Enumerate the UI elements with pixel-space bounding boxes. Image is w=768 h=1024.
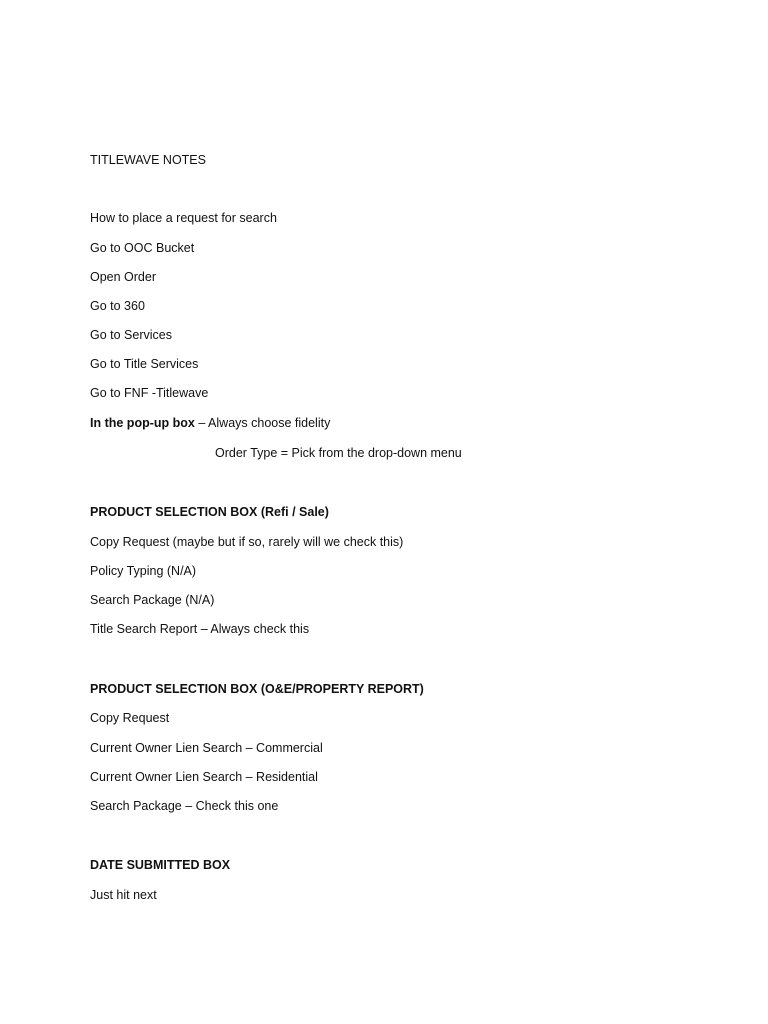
list-item: Title Search Report – Always check this [90, 622, 310, 636]
step-item: Go to 360 [90, 299, 145, 313]
step-item: Go to FNF -Titlewave [90, 386, 209, 400]
date-submitted-heading: DATE SUBMITTED BOX [90, 858, 231, 872]
step-item: Go to OOC Bucket [90, 241, 195, 255]
popup-text: – Always choose fidelity [194, 416, 331, 430]
list-item: Copy Request (maybe but if so, rarely will we check this) [90, 535, 404, 549]
popup-instruction [90, 415, 330, 431]
how-to-heading: How to place a request for search [90, 211, 277, 225]
step-item: Open Order [90, 270, 157, 284]
order-type-note: Order Type = Pick from the drop-down menu [215, 446, 462, 460]
product-selection-oe-heading: PRODUCT SELECTION BOX (O&E/PROPERTY REPORT) [90, 682, 424, 696]
step-item: Go to Title Services [90, 357, 199, 371]
step-item: Go to Services [90, 328, 172, 342]
popup-label: In the pop-up box [90, 416, 195, 430]
list-item: Just hit next [90, 888, 157, 902]
list-item: Search Package (N/A) [90, 593, 215, 607]
product-selection-refi-heading: PRODUCT SELECTION BOX (Refi / Sale) [90, 505, 329, 519]
list-item: Copy Request [90, 711, 170, 725]
document-title: TITLEWAVE NOTES [90, 153, 206, 167]
list-item: Search Package – Check this one [90, 799, 279, 813]
list-item: Current Owner Lien Search – Residential [90, 770, 318, 784]
list-item: Current Owner Lien Search – Commercial [90, 741, 323, 755]
list-item: Policy Typing (N/A) [90, 564, 197, 578]
